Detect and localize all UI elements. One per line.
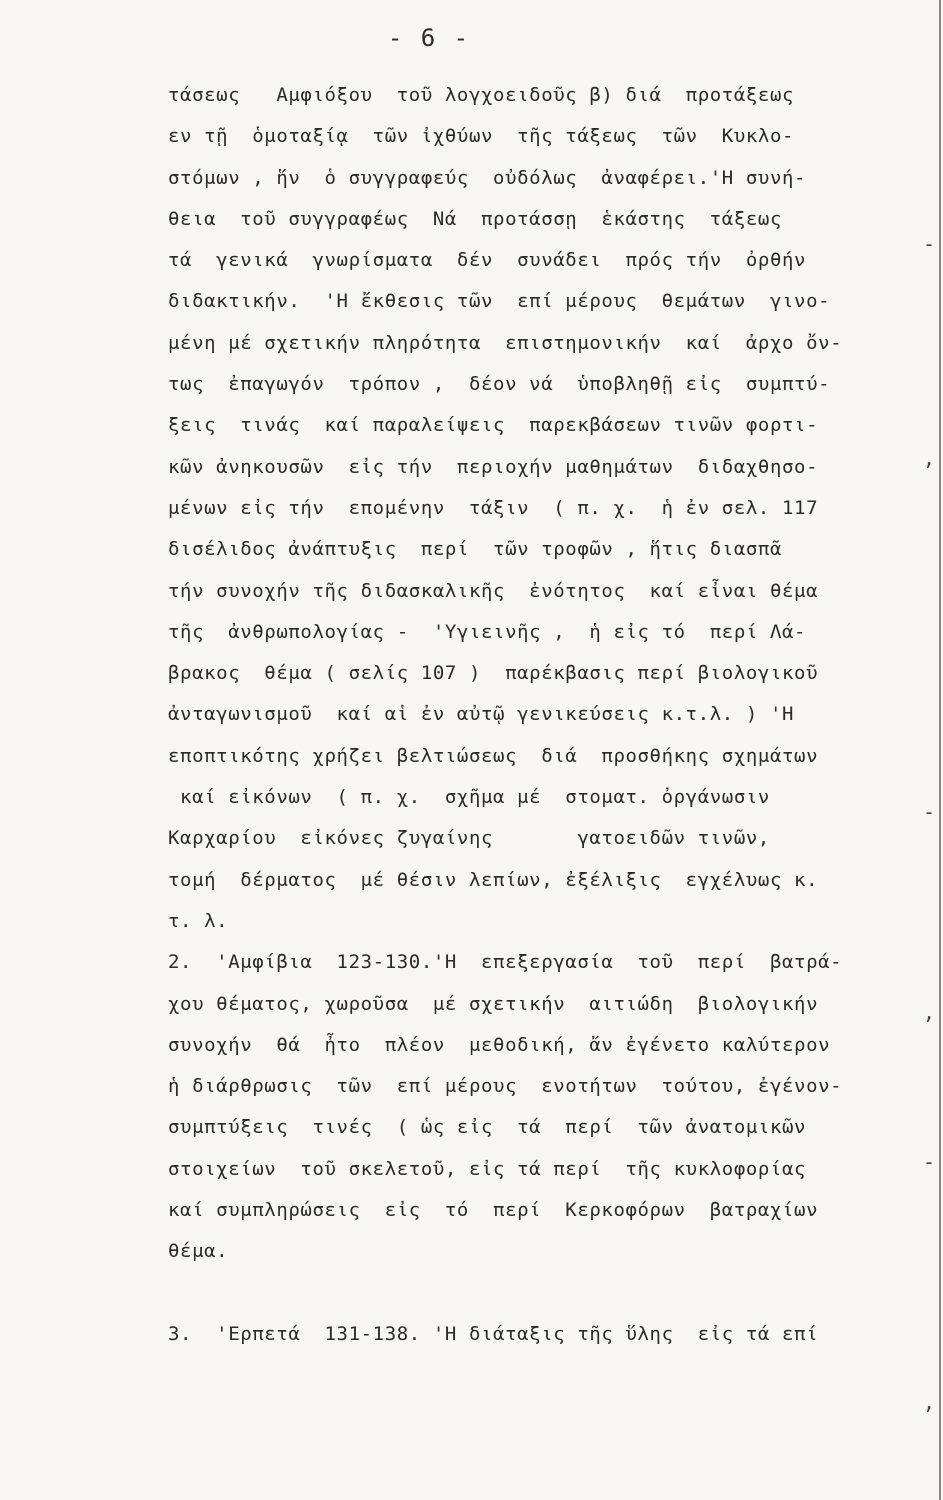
text-line: τάσεως Αμφιόξου τοῦ λογχοειδοῦς β) διά προτάξεως [168, 84, 795, 106]
text-line: ἡ διάρθρωσις τῶν επί μέρους ενοτήτων τούτου, ἐγένον- [168, 1075, 843, 1098]
text-line: χου θέματος, χωροῦσα μέ σχετικήν αιτιώδη βιολογικήν [168, 992, 819, 1015]
text-line: τήν συνοχήν τῆς διδασκαλικῆς ἐνότητος καί εἶναι θέμα [168, 579, 819, 602]
margin-mark: - [922, 800, 935, 824]
page-edge-rule [939, 0, 941, 1500]
margin-mark: , [922, 1390, 935, 1414]
text-line: 2. 'Αμφίβια 123-130.'Η επεξεργασία τοῦ περί βατρά- [168, 951, 843, 974]
text-line: στοιχείων τοῦ σκελετοῦ, εἰς τά περί τῆς κυκλοφορίας [168, 1157, 807, 1180]
text-line: βρακος θέμα ( σελίς 107 ) παρέκβασις περί βιολογικοῦ [168, 662, 819, 685]
page-number: - 6 - [387, 24, 471, 52]
text-line: τῆς ἀνθρωπολογίας - 'Υγιεινῆς , ἡ εἰς τό περί Λά- [168, 620, 807, 643]
text-line: ἀνταγωνισμοῦ καί αἱ ἐν αὐτῷ γενικεύσεις κ.τ.λ. ) 'Η [168, 703, 795, 726]
text-line: θέμα. [168, 1240, 229, 1263]
text-line: 3. 'Ερπετά 131-138. 'Η διάταξις τῆς ὕλης εἰς τά επί [168, 1322, 819, 1345]
text-line: καί εἰκόνων ( π. χ. σχῆμα μέ στοματ. ὀργάνωσιν [168, 786, 770, 809]
text-line: διδακτικήν. 'Η ἔκθεσις τῶν επί μέρους θεμάτων γινο- [168, 290, 831, 313]
text-line: ξεις τινάς καί παραλείψεις παρεκβάσεων τινῶν φορτι- [168, 414, 819, 437]
text-line: μένων εἰς τήν επομένην τάξιν ( π. χ. ἡ ἐν σελ. 117 [168, 496, 819, 519]
text-line: δισέλιδος ἀνάπτυξις περί τῶν τροφῶν , ἥτις διασπᾶ [168, 538, 782, 561]
margin-mark: , [922, 446, 935, 470]
margin-mark: - [922, 232, 935, 256]
text-line: Καρχαρίου εἰκόνες ζυγαίνης γατοειδῶν τινῶν, [168, 827, 770, 850]
text-line: εν τῇ ὁμοταξίᾳ τῶν ἰχθύων τῆς τάξεως τῶν Κυκλο- [168, 125, 795, 148]
text-line: τως ἐπαγωγόν τρόπον , δέον νά ὑποβληθῇ εἰς συμπτύ- [168, 373, 831, 396]
text-line: θεια τοῦ συγγραφέως Νά προτάσσῃ ἑκάστης τάξεως [168, 207, 782, 230]
text-line: τ. λ. [168, 909, 229, 932]
text-line: συμπτύξεις τινές ( ὡς εἰς τά περί τῶν ἀνατομικῶν [168, 1116, 807, 1139]
margin-mark: , [922, 1000, 935, 1024]
text-line [168, 1273, 913, 1314]
text-line: στόμων , ἥν ὁ συγγραφεύς οὐδόλως ἀναφέρει.'Η συνή- [168, 166, 807, 189]
text-line: συνοχήν θά ἦτο πλέον μεθοδική, ἄν ἐγένετο καλύτερον [168, 1033, 831, 1056]
text-line: εποπτικότης χρήζει βελτιώσεως διά προσθήκης σχημάτων [168, 744, 819, 767]
margin-mark: - [922, 1150, 935, 1174]
text-line: τομή δέρματος μέ θέσιν λεπίων, ἐξέλιξις εγχέλυως κ. [168, 868, 819, 891]
text-line: καί συμπληρώσεις εἰς τό περί Κερκοφόρων βατραχίων [168, 1199, 819, 1222]
text-line: μένη μέ σχετικήν πληρότητα επιστημονικήν καί ἀρχο ὄν- [168, 331, 843, 354]
typed-text-body [168, 75, 913, 1355]
text-line: τά γενικά γνωρίσματα δέν συνάδει πρός τήν ὀρθήν [168, 249, 807, 272]
text-line: κῶν ἀνηκουσῶν εἰς τήν περιοχήν μαθημάτων διδαχθησο- [168, 455, 819, 478]
